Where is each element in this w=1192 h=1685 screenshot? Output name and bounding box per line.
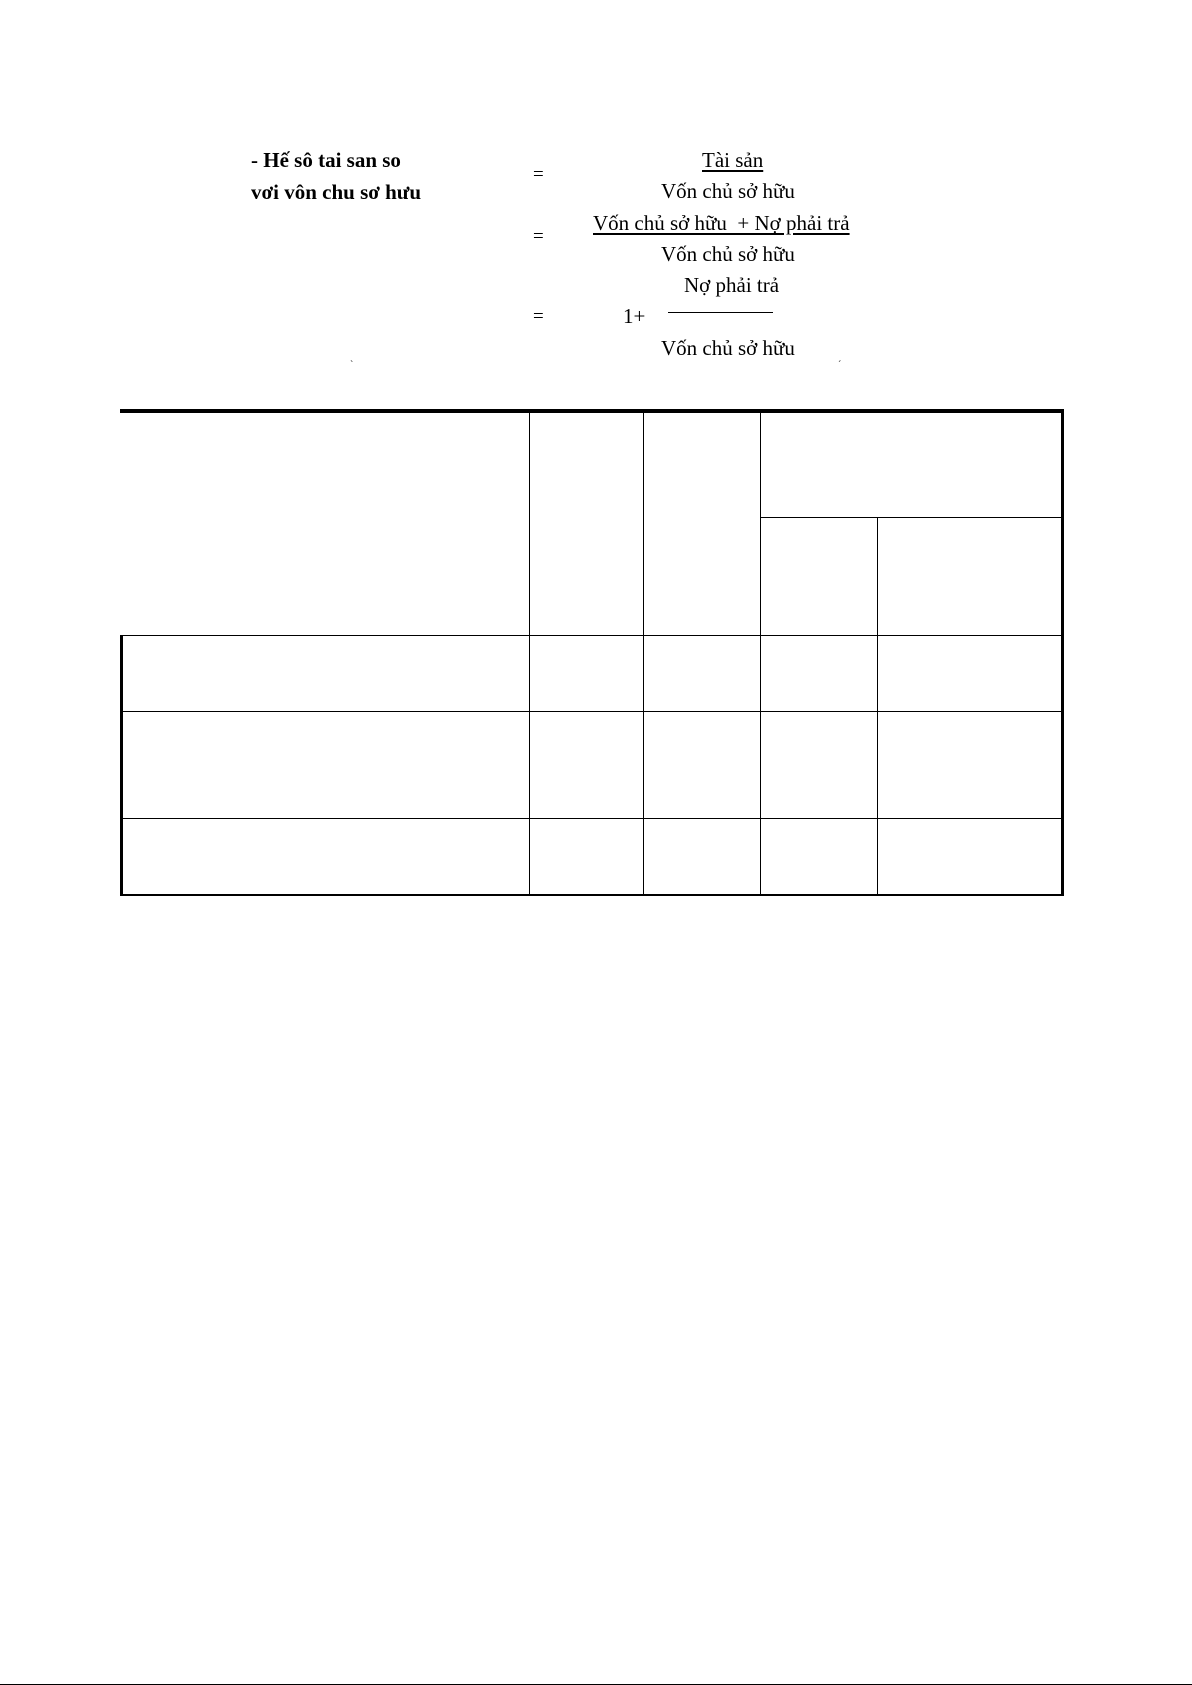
table-header-split-line bbox=[760, 517, 1062, 518]
step3-fraction-rule bbox=[668, 312, 773, 313]
step2-denominator: Vốn chủ sở hữu bbox=[661, 242, 795, 266]
stray-mark-right: ˊ bbox=[838, 360, 842, 371]
table-col-line-3 bbox=[760, 409, 761, 896]
table-row-line-1 bbox=[120, 711, 1062, 712]
ratio-label-line-1: - Hế sô tai san so bbox=[251, 148, 401, 172]
table-right-border bbox=[1061, 409, 1064, 896]
table-bottom-border bbox=[120, 894, 1064, 896]
table-col-line-2 bbox=[643, 409, 644, 896]
table-top-border bbox=[120, 409, 1064, 413]
step3-denominator: Vốn chủ sở hữu bbox=[661, 336, 795, 360]
table-left-border bbox=[120, 635, 123, 896]
table-col-line-1 bbox=[529, 409, 530, 896]
ratio-label-line-2: vơi vôn chu sơ hưu bbox=[251, 180, 422, 204]
table-col-line-4 bbox=[877, 517, 878, 896]
step3-numerator: Nợ phải trả bbox=[684, 273, 780, 297]
table-header-bottom-line bbox=[120, 635, 1062, 636]
equals-sign-3: = bbox=[533, 306, 544, 327]
stray-mark-left: ˋ bbox=[350, 360, 354, 371]
step1-numerator: Tài sản bbox=[702, 148, 764, 172]
equals-sign-1: = bbox=[533, 164, 544, 185]
table-row-line-2 bbox=[120, 818, 1062, 819]
step2-numerator: Vốn chủ sở hữu + Nợ phải trả bbox=[593, 211, 850, 235]
equals-sign-2: = bbox=[533, 226, 544, 247]
empty-data-table bbox=[120, 409, 1064, 895]
step3-prefix: 1+ bbox=[623, 304, 646, 328]
step1-denominator: Vốn chủ sở hữu bbox=[661, 179, 795, 203]
